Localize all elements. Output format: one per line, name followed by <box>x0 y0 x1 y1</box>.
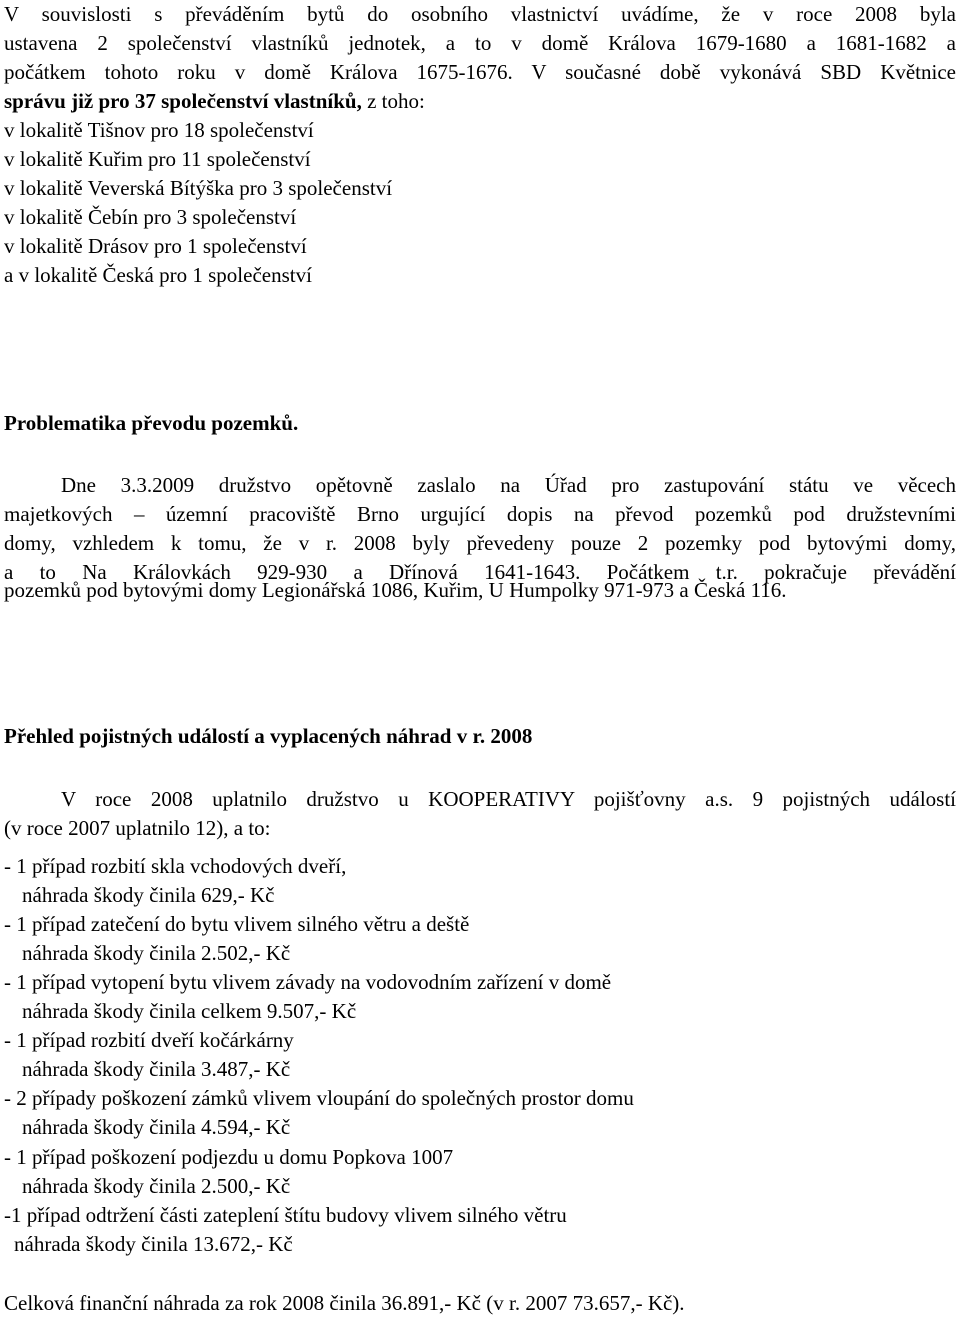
insurance-intro-line-2: (v roce 2007 uplatnilo 12), a to: <box>4 816 271 840</box>
insurance-event: - 1 případ poškození podjezdu u domu Popkova 1007 <box>4 1145 454 1169</box>
land-paragraph-line: domy, vzhledem k tomu, že v r. 2008 byly převedeny pouze 2 pozemky pod bytovými domy, <box>4 531 956 555</box>
insurance-event: - 1 případ zatečení do bytu vlivem silného větru a deště <box>4 912 470 936</box>
intro-bold-statement: správu již pro 37 společenství vlastníků, <box>4 89 362 113</box>
land-section-heading: Problematika převodu pozemků. <box>4 411 299 435</box>
intro-line-4-tail: z toho: <box>361 89 425 113</box>
insurance-event: - 1 případ rozbití skla vchodových dveří, <box>4 854 347 878</box>
insurance-intro-line-1: V roce 2008 uplatnilo družstvo u KOOPERATIVY pojišťovny a.s. 9 pojistných událostí <box>61 787 956 811</box>
locality-item: v lokalitě Kuřim pro 11 společenství <box>4 147 311 171</box>
intro-line-2: ustavena 2 společenství vlastníků jednotek, a to v domě Králova 1679-1680 a 1681-1682 a <box>4 31 956 55</box>
intro-line-3: počátkem tohoto roku v domě Králova 1675-1676. V současné době vykonává SBD Květnice <box>4 60 956 84</box>
land-paragraph-line: a to Na Královkách 929-930 a Dřínová 1641-1643. Počátkem t.r. pokračuje převádění <box>4 560 956 584</box>
locality-item: v lokalitě Drásov pro 1 společenství <box>4 234 307 258</box>
insurance-event: - 2 případy poškození zámků vlivem vloupání do společných prostor domu <box>4 1086 634 1110</box>
insurance-section-heading: Přehled pojistných událostí a vyplacených náhrad v r. 2008 <box>4 724 533 748</box>
intro-line-1: V souvislosti s převáděním bytů do osobního vlastnictví uvádíme, že v roce 2008 byla <box>4 2 956 26</box>
insurance-total: Celková finanční náhrada za rok 2008 činila 36.891,- Kč (v r. 2007 73.657,- Kč). <box>4 1291 685 1315</box>
land-paragraph-line: majetkových – územní pracoviště Brno urgující dopis na převod pozemků pod družstevními <box>4 502 956 526</box>
insurance-compensation: náhrada škody činila 4.594,- Kč <box>22 1115 291 1139</box>
land-paragraph-line: Dne 3.3.2009 družstvo opětovně zaslalo na Úřad pro zastupování státu ve věcech <box>61 473 956 497</box>
locality-item: v lokalitě Tišnov pro 18 společenství <box>4 118 314 142</box>
locality-item: a v lokalitě Česká pro 1 společenství <box>4 263 312 287</box>
land-paragraph-line: pozemků pod bytovými domy Legionářská 1086, Kuřim, U Humpolky 971-973 a Česká 116. <box>4 578 787 602</box>
locality-item: v lokalitě Čebín pro 3 společenství <box>4 205 297 229</box>
insurance-compensation: náhrada škody činila 2.500,- Kč <box>22 1174 291 1198</box>
insurance-event: - 1 případ rozbití dveří kočárkárny <box>4 1028 294 1052</box>
insurance-compensation: náhrada škody činila 2.502,- Kč <box>22 941 291 965</box>
insurance-compensation: náhrada škody činila 3.487,- Kč <box>22 1057 291 1081</box>
insurance-compensation: náhrada škody činila 629,- Kč <box>22 883 275 907</box>
insurance-compensation: náhrada škody činila celkem 9.507,- Kč <box>22 999 357 1023</box>
insurance-event: -1 případ odtržení části zateplení štítu budovy vlivem silného větru <box>4 1203 567 1227</box>
locality-item: v lokalitě Veverská Bítýška pro 3 společenství <box>4 176 393 200</box>
insurance-event: - 1 případ vytopení bytu vlivem závady na vodovodním zařízení v domě <box>4 970 612 994</box>
insurance-compensation: náhrada škody činila 13.672,- Kč <box>14 1232 293 1256</box>
intro-line-4 <box>4 87 956 116</box>
